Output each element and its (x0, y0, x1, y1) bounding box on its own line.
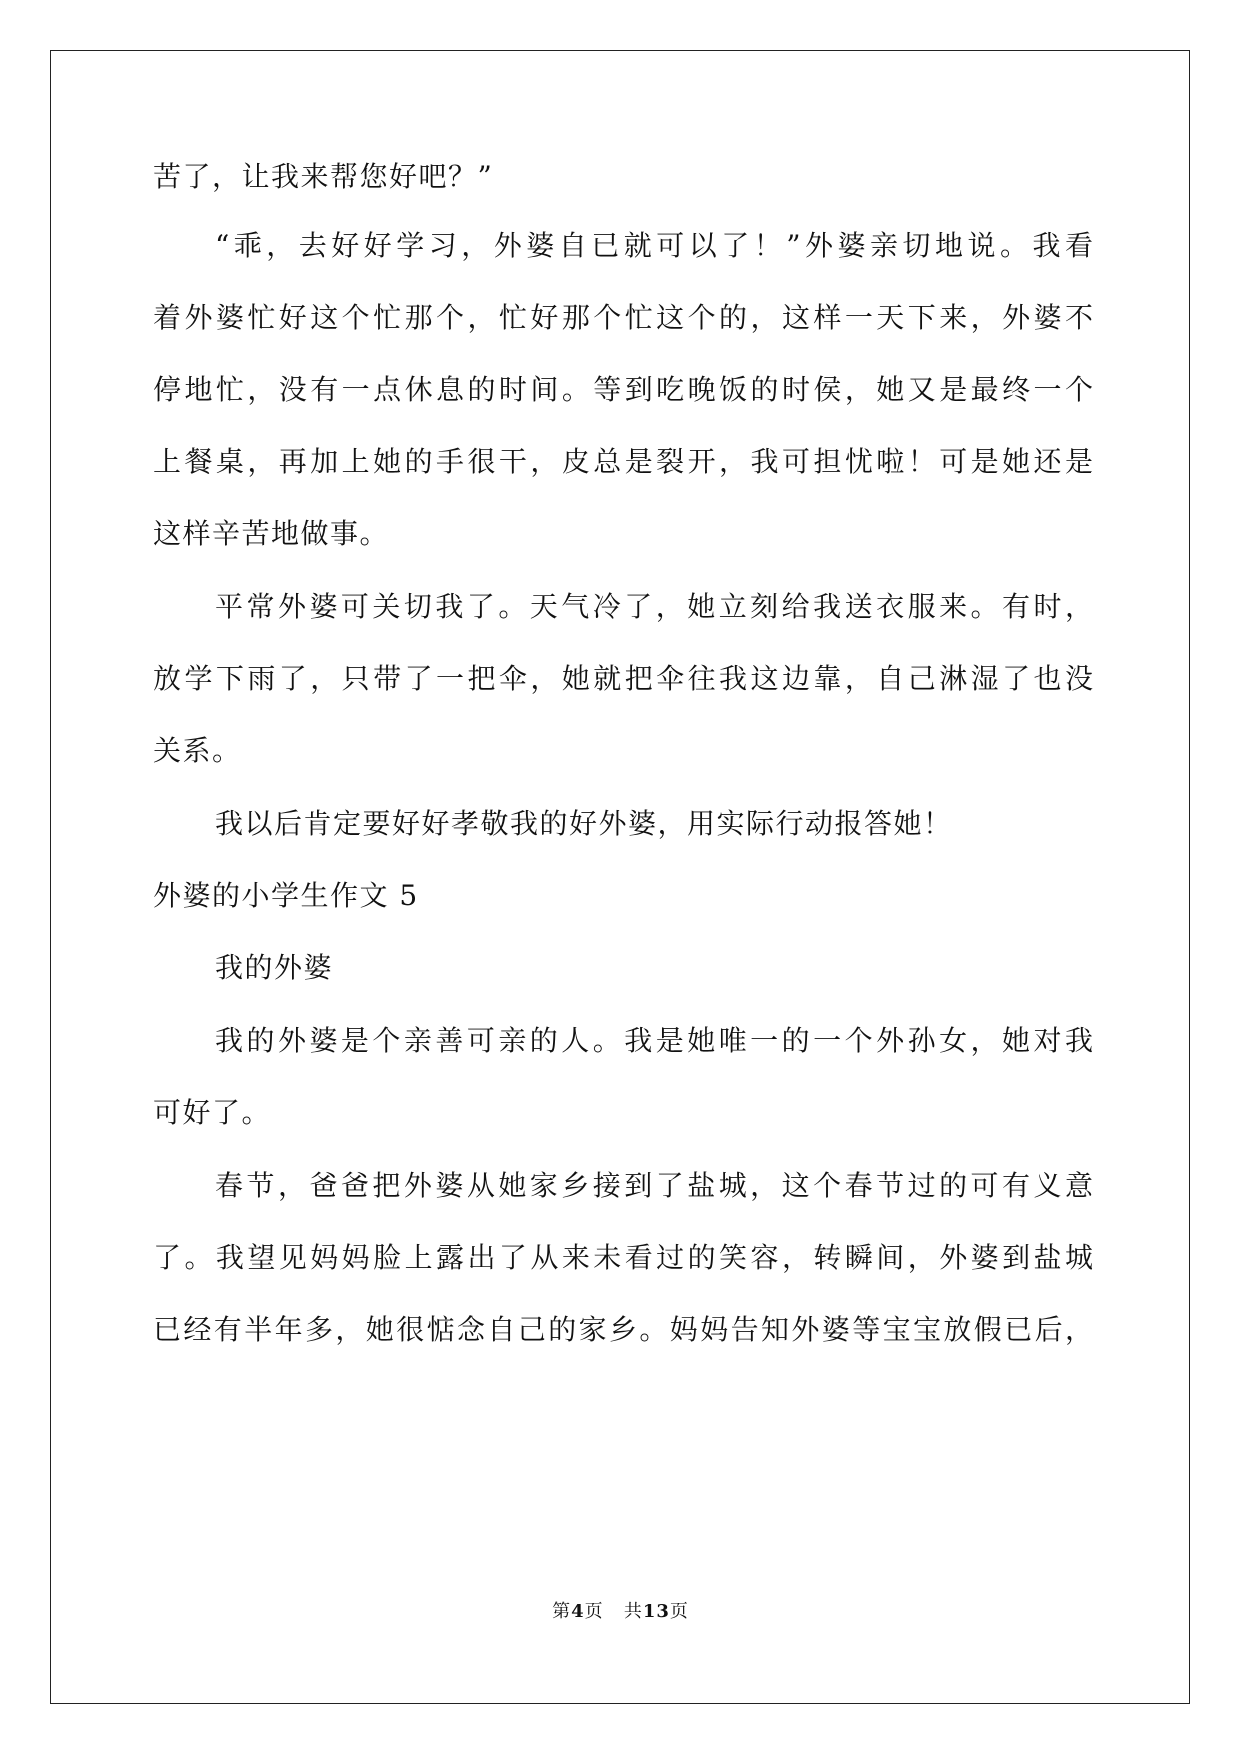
footer-total-prefix: 共 (623, 1601, 643, 1622)
text-line: 可好了。 (153, 1096, 272, 1129)
text-line: 上餐桌，再加上她的手很干，皮总是裂开，我可担忧啦！可是她还是 (153, 445, 1093, 478)
text-line: 放学下雨了，只带了一把伞，她就把伞往我这边靠，自己淋湿了也没 (153, 662, 1093, 695)
footer-page-suffix: 页 (584, 1601, 604, 1622)
text-line: 春节，爸爸把外婆从她家乡接到了盐城，这个春节过的可有义意 (215, 1169, 1093, 1202)
essay-title: 我的外婆 (215, 951, 334, 984)
text-line: 了。我望见妈妈脸上露出了从来未看过的笑容，转瞬间，外婆到盐城 (153, 1241, 1093, 1274)
footer-total-suffix: 页 (669, 1601, 689, 1622)
text-line: 平常外婆可关切我了。天气冷了，她立刻给我送衣服来。有时， (215, 590, 1093, 623)
footer-page-number: 4 (571, 1601, 585, 1622)
page-footer (0, 1600, 1241, 1624)
text-line: 这样辛苦地做事。 (153, 517, 390, 550)
text-line: 我以后肯定要好好孝敬我的好外婆，用实际行动报答她！ (215, 807, 953, 840)
text-line: 关系。 (153, 734, 242, 767)
text-line: 着外婆忙好这个忙那个，忙好那个忙这个的，这样一天下来，外婆不 (153, 301, 1093, 334)
text-line: 苦了，让我来帮您好吧？” (153, 160, 494, 193)
text-line: 停地忙，没有一点休息的时间。等到吃晚饭的时侯，她又是最终一个 (153, 373, 1093, 406)
footer-total-pages: 13 (642, 1601, 670, 1622)
text-line: “乖，去好好学习，外婆自已就可以了！”外婆亲切地说。我看 (215, 229, 1093, 262)
section-heading: 外婆的小学生作文 5 (153, 879, 419, 912)
footer-page-prefix: 第 (552, 1601, 572, 1622)
text-line: 我的外婆是个亲善可亲的人。我是她唯一的一个外孙女，她对我 (215, 1024, 1093, 1057)
text-line: 已经有半年多，她很惦念自己的家乡。妈妈告知外婆等宝宝放假已后， (153, 1313, 1093, 1346)
